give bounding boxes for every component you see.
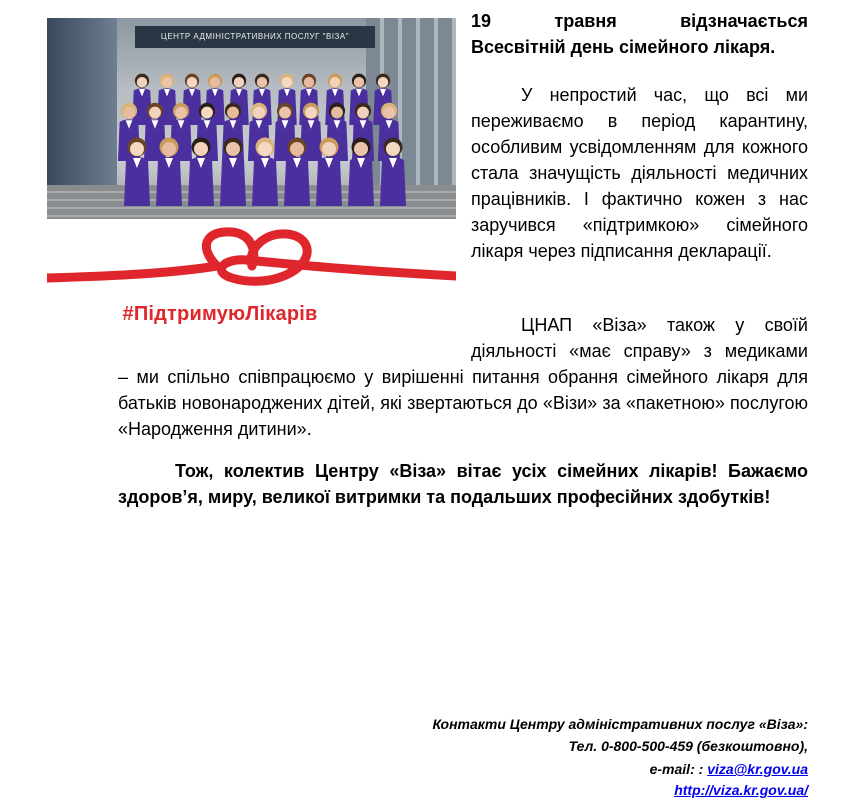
email-label: e-mail: : [649, 761, 704, 777]
heading-line-2: Всесвітній день сімейного лікаря. [471, 37, 776, 57]
staff-face [304, 77, 315, 88]
staff-face [258, 142, 272, 156]
contacts-phone: Тел. 0-800-500-459 (безкоштовно), [568, 738, 808, 754]
website-link[interactable]: http://viza.kr.gov.ua/ [674, 782, 808, 798]
staff-face [354, 77, 365, 88]
building-sign: ЦЕНТР АДМІНІСТРАТИВНИХ ПОСЛУГ "ВІЗА" [135, 26, 375, 48]
staff-group [47, 18, 456, 219]
staff-face [123, 107, 135, 119]
staff-face [234, 77, 245, 88]
staff-face [162, 142, 176, 156]
contacts-title: Контакти Центру адміністративних послуг «Віза»: [432, 716, 808, 732]
staff-face [290, 142, 304, 156]
staff-face [201, 107, 213, 119]
hashtag-support-doctors: #ПідтримуюЛікарів [122, 303, 318, 325]
staff-face [322, 142, 336, 156]
staff-face [162, 77, 173, 88]
staff-face [383, 107, 395, 119]
staff-face [279, 107, 291, 119]
staff-face [137, 77, 148, 88]
staff-face [149, 107, 161, 119]
staff-face [331, 107, 343, 119]
staff-face [253, 107, 265, 119]
staff-face [175, 107, 187, 119]
staff-face [130, 142, 144, 156]
staff-face [210, 77, 221, 88]
greeting-paragraph: Тож, колектив Центру «Віза» вітає усіх сімейних лікарів! Бажаємо здоров’я, миру, великої витримки та подальших професійних здобутків! [118, 461, 808, 507]
staff-face [282, 77, 293, 88]
paragraph-cooperation-intro: ЦНАП «Віза» також у своїй діяльності «має справу» з медиками [471, 315, 808, 361]
contacts-email-row [650, 761, 808, 777]
heading-line-1: 19 травня відзначається [471, 11, 808, 31]
staff-face [354, 142, 368, 156]
team-photo [47, 18, 456, 219]
staff-face [227, 107, 239, 119]
staff-face [257, 77, 268, 88]
staff-face [378, 77, 389, 88]
paragraph-quarantine: У непростий час, що всі ми переживаємо в період карантину, особливим усвідомленням для кожного стала значущість діяльності медичних працівників. І фактично кожен з нас заручився «підтримкою» сімейного лікаря через підписання декларації. [471, 85, 808, 261]
ribbon-heart-logo [47, 226, 456, 296]
staff-face [357, 107, 369, 119]
staff-face [226, 142, 240, 156]
staff-face [330, 77, 341, 88]
staff-face [187, 77, 198, 88]
staff-face [194, 142, 208, 156]
staff-face [386, 142, 400, 156]
paragraph-cooperation-body: – ми спільно співпрацюємо у вирішенні питання обрання сімейного лікаря для батьків новонароджених дітей, які звертаються до «Візи» за «пакетною» послугою «Народження дитини». [118, 367, 808, 439]
contacts-website-row [674, 782, 808, 798]
email-link[interactable]: viza@kr.gov.ua [707, 761, 808, 777]
staff-face [305, 107, 317, 119]
